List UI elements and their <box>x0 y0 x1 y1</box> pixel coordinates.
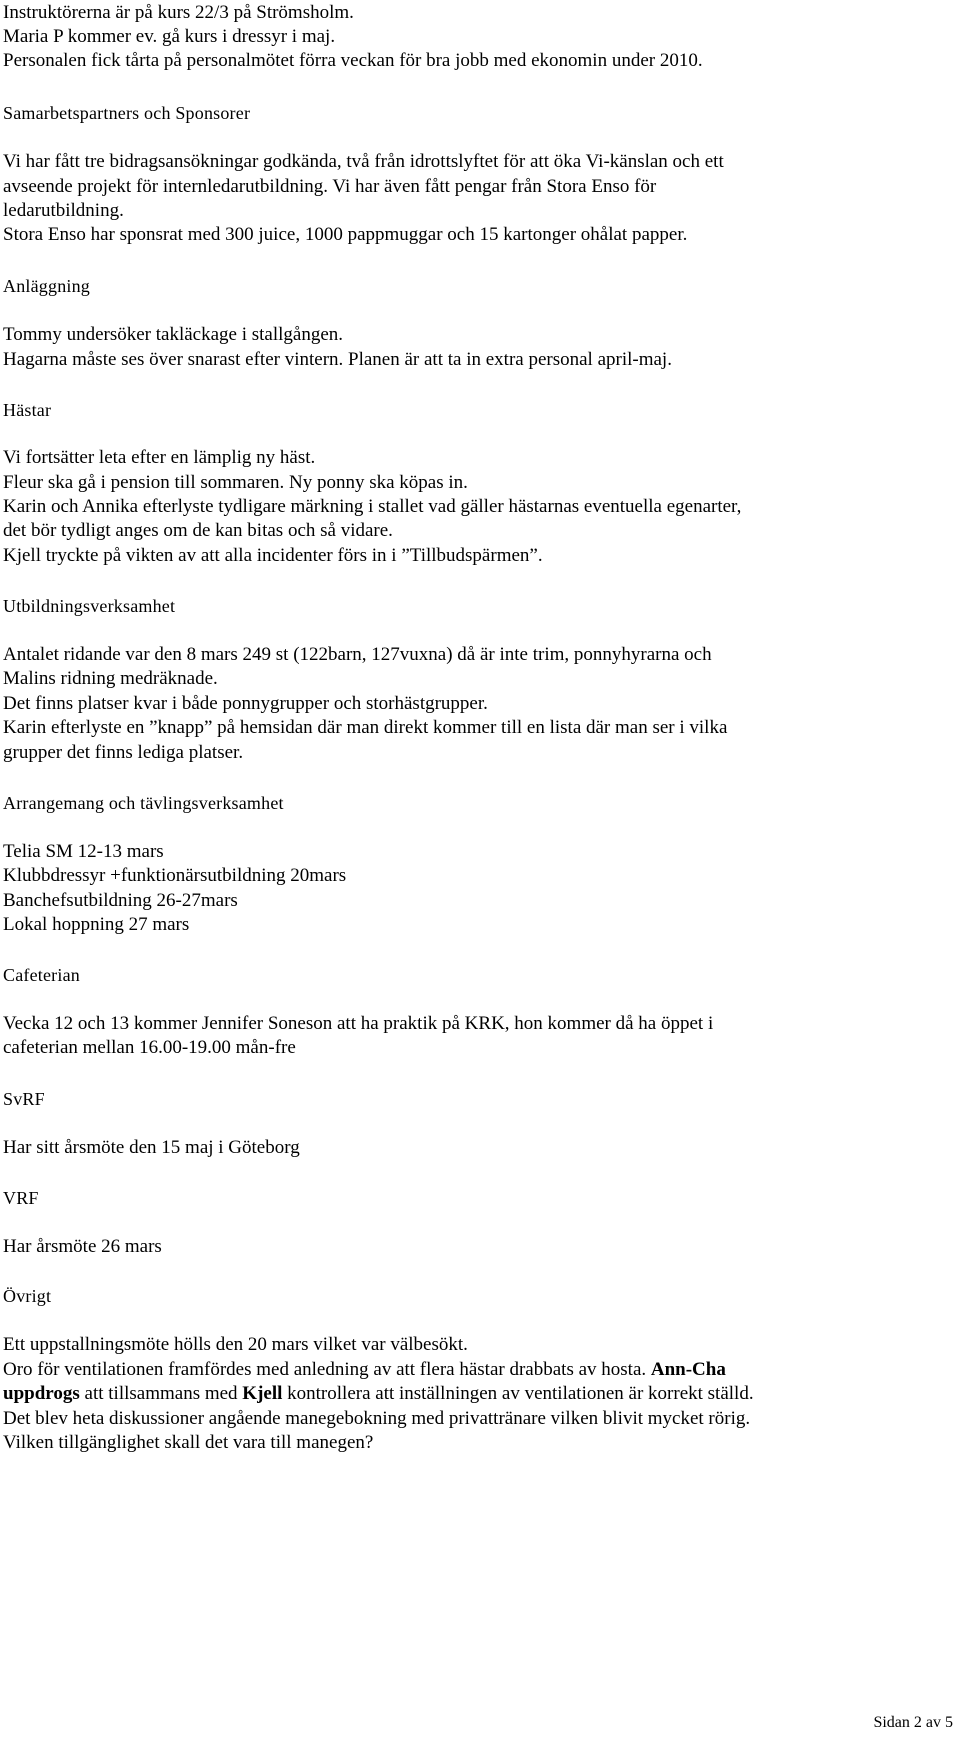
intro-line-2: Maria P kommer ev. gå kurs i dressyr i maj. <box>3 26 336 47</box>
other-word-uppdrogs: uppdrogs <box>3 1383 80 1404</box>
other-line-3-text-a: att tillsammans med <box>79 1383 243 1404</box>
horses-line-3: Karin och Annika efterlyste tydligare märkning i stallet vad gäller hästarnas eventuella egenarter, <box>3 496 742 517</box>
other-line-2 <box>3 1358 726 1382</box>
events-line-4: Lokal hoppning 27 mars <box>3 914 190 935</box>
sponsors-heading: Samarbetspartners och Sponsorer <box>3 103 251 123</box>
education-line-3: Det finns platser kvar i både ponnygrupper och storhästgrupper. <box>3 693 488 714</box>
events-heading: Arrangemang och tävlingsverksamhet <box>3 793 284 813</box>
vrf-heading: VRF <box>3 1188 39 1208</box>
sponsors-line-1: Vi har fått tre bidragsansökningar godkända, två från idrottslyftet för att öka Vi-känslan och ett <box>3 151 724 172</box>
events-line-2: Klubbdressyr +funktionärsutbildning 20mars <box>3 865 347 886</box>
intro-line-3: Personalen fick tårta på personalmötet förra veckan för bra jobb med ekonomin under 2010. <box>3 50 703 71</box>
cafeteria-heading: Cafeterian <box>3 965 80 985</box>
horses-line-2: Fleur ska gå i pension till sommaren. Ny ponny ska köpas in. <box>3 472 468 493</box>
svrf-line-1: Har sitt årsmöte den 15 maj i Göteborg <box>3 1137 300 1158</box>
facility-line-2: Hagarna måste ses över snarast efter vintern. Planen är att ta in extra personal april-maj. <box>3 349 672 370</box>
horses-heading: Hästar <box>3 400 52 420</box>
education-heading: Utbildningsverksamhet <box>3 596 176 616</box>
other-line-3-text-b: kontrollera att inställningen av ventilationen är korrekt ställd. <box>282 1383 754 1404</box>
other-line-5: Vilken tillgänglighet skall det vara till manegen? <box>3 1432 374 1453</box>
sponsors-line-4: Stora Enso har sponsrat med 300 juice, 1000 pappmuggar och 15 kartonger ohålat papper. <box>3 224 688 245</box>
events-line-1: Telia SM 12-13 mars <box>3 841 164 862</box>
horses-line-4: det bör tydligt anges om de kan bitas och så vidare. <box>3 520 393 541</box>
other-name-kjell: Kjell <box>242 1383 283 1404</box>
horses-line-5: Kjell tryckte på vikten av att alla incidenter förs in i ”Tillbudspärmen”. <box>3 545 543 566</box>
other-line-3 <box>3 1382 754 1406</box>
page-number: Sidan 2 av 5 <box>873 1714 953 1731</box>
other-name-ann-cha: Ann-Cha <box>650 1359 726 1380</box>
education-line-4: Karin efterlyste en ”knapp” på hemsidan där man direkt kommer till en lista där man ser i vilka <box>3 717 728 738</box>
vrf-line-1: Har årsmöte 26 mars <box>3 1236 162 1257</box>
sponsors-line-2: avseende projekt för internledarutbildning. Vi har även fått pengar från Stora Enso för <box>3 176 657 197</box>
cafeteria-line-2: cafeterian mellan 16.00-19.00 mån-fre <box>3 1037 296 1058</box>
other-line-1: Ett uppstallningsmöte hölls den 20 mars vilket var välbesökt. <box>3 1334 468 1355</box>
cafeteria-line-1: Vecka 12 och 13 kommer Jennifer Soneson att ha praktik på KRK, hon kommer då ha öppet i <box>3 1013 714 1034</box>
events-line-3: Banchefsutbildning 26-27mars <box>3 890 238 911</box>
education-line-5: grupper det finns lediga platser. <box>3 742 244 763</box>
facility-line-1: Tommy undersöker takläckage i stallgången. <box>3 324 344 345</box>
sponsors-line-3: ledarutbildning. <box>3 200 124 221</box>
other-heading: Övrigt <box>3 1286 52 1306</box>
intro-line-1: Instruktörerna är på kurs 22/3 på Strömsholm. <box>3 2 354 23</box>
education-line-2: Malins ridning medräknade. <box>3 668 218 689</box>
other-line-4: Det blev heta diskussioner angående manegebokning med privattränare vilken blivit mycket rörig. <box>3 1408 751 1429</box>
svrf-heading: SvRF <box>3 1089 45 1109</box>
horses-line-1: Vi fortsätter leta efter en lämplig ny häst. <box>3 447 316 468</box>
other-line-2-text: Oro för ventilationen framfördes med anledning av att flera hästar drabbats av hosta. <box>3 1359 651 1380</box>
education-line-1: Antalet ridande var den 8 mars 249 st (122barn, 127vuxna) då är inte trim, ponnyhyrarna och <box>3 644 712 665</box>
facility-heading: Anläggning <box>3 276 90 296</box>
